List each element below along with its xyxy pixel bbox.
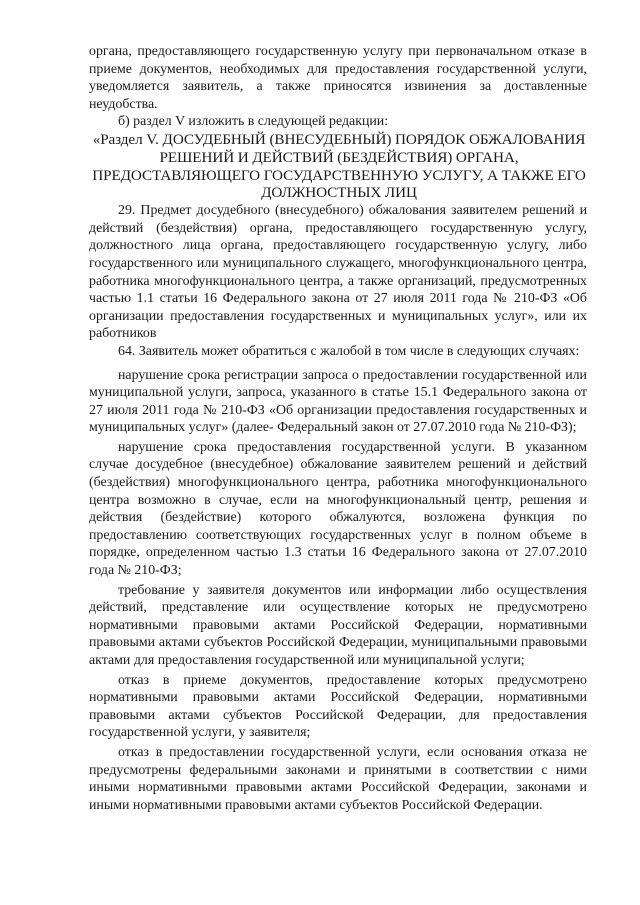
list-item: требование у заявителя документов или информации либо осуществления действий, представление или осуществление которых не предусмотрено нормативными правовыми актами Российской Федерации, нормативными правовыми актами субъектов Российской Федерации, муниципальными правовыми актами для предоставления государственной или муниципальной услуги; — [89, 582, 587, 668]
paragraph-64: 64. Заявитель может обратиться с жалобой в том числе в следующих случаях: — [118, 343, 580, 359]
list-item: отказ в предоставлении государственной услуги, если основания отказа не предусмотрены федеральными законами и принятыми в соответствии с ними иными нормативными правовыми актами Российской Федерации, законами и иными нормативными правовыми актами субъектов Российской Федерации. — [89, 744, 587, 813]
section-heading: «Раздел V. ДОСУДЕБНЫЙ (ВНЕСУДЕБНЫЙ) ПОРЯДОК ОБЖАЛОВАНИЯ РЕШЕНИЙ И ДЕЙСТВИЙ (БЕЗДЕЙСТВИЯ) ОРГАНА, ПРЕДОСТАВЛЯЮЩЕГО ГОСУДАРСТВЕННУЮ УСЛУГУ, А ТАКЖЕ ЕГО ДОЛЖНОСТНЫХ ЛИЦ — [92, 130, 586, 202]
document-body — [89, 43, 587, 816]
list-item: отказ в приеме документов, предоставление которых предусмотрено нормативными правовыми актами Российской Федерации, нормативными правовыми актами субъектов Российской Федерации, для предоставления государственной услуги, у заявителя; — [89, 672, 587, 741]
list-item: нарушение срока предоставления государственной услуги. В указанном случае досудебное (внесудебное) обжалование заявителем решений и действий (бездействия) многофункционального центра, работника многофункционального центра возможно в случае, если на многофункциональный центр, решения и действия (бездействие) которого обжалуются, возложена функция по предоставлению соответствующих государственных услуг в полном объеме в порядке, определенном частью 1.3 статьи 16 Федерального закона от 27.07.2010 года № 210-ФЗ; — [89, 439, 587, 579]
paragraph-29: 29. Предмет досудебного (внесудебного) обжалования заявителем решений и действий (бездействия) органа, предоставляющего государственную услугу, должностного лица органа, предоставляющего государственную услугу, либо государственного или муниципального служащего, многофункционального центра, работника многофункционального центра, а также организаций, предусмотренных частью 1.1 статьи 16 Федерального закона от 27 июля 2011 года № 210-ФЗ «Об организации предоставления государственных и муниципальных услуг», или их работников — [89, 203, 587, 342]
paragraph-intro: органа, предоставляющего государственную услугу при первоначальном отказе в приеме документов, необходимых для предоставления государственной услуги, уведомляется заявитель, а также приносятся извинения за доставленные неудобства. — [89, 44, 587, 112]
paragraph-section-b: б) раздел V изложить в следующей редакции: — [118, 114, 389, 130]
list-item: нарушение срока регистрации запроса о предоставлении государственной или муниципальной услуги, запроса, указанного в статье 15.1 Федерального закона от 27 июля 2011 года № 210-ФЗ «Об организации предоставления государственных и муниципальных услуг» (далее- Федеральный закон от 27.07.2010 года № 210-ФЗ); — [89, 367, 587, 436]
